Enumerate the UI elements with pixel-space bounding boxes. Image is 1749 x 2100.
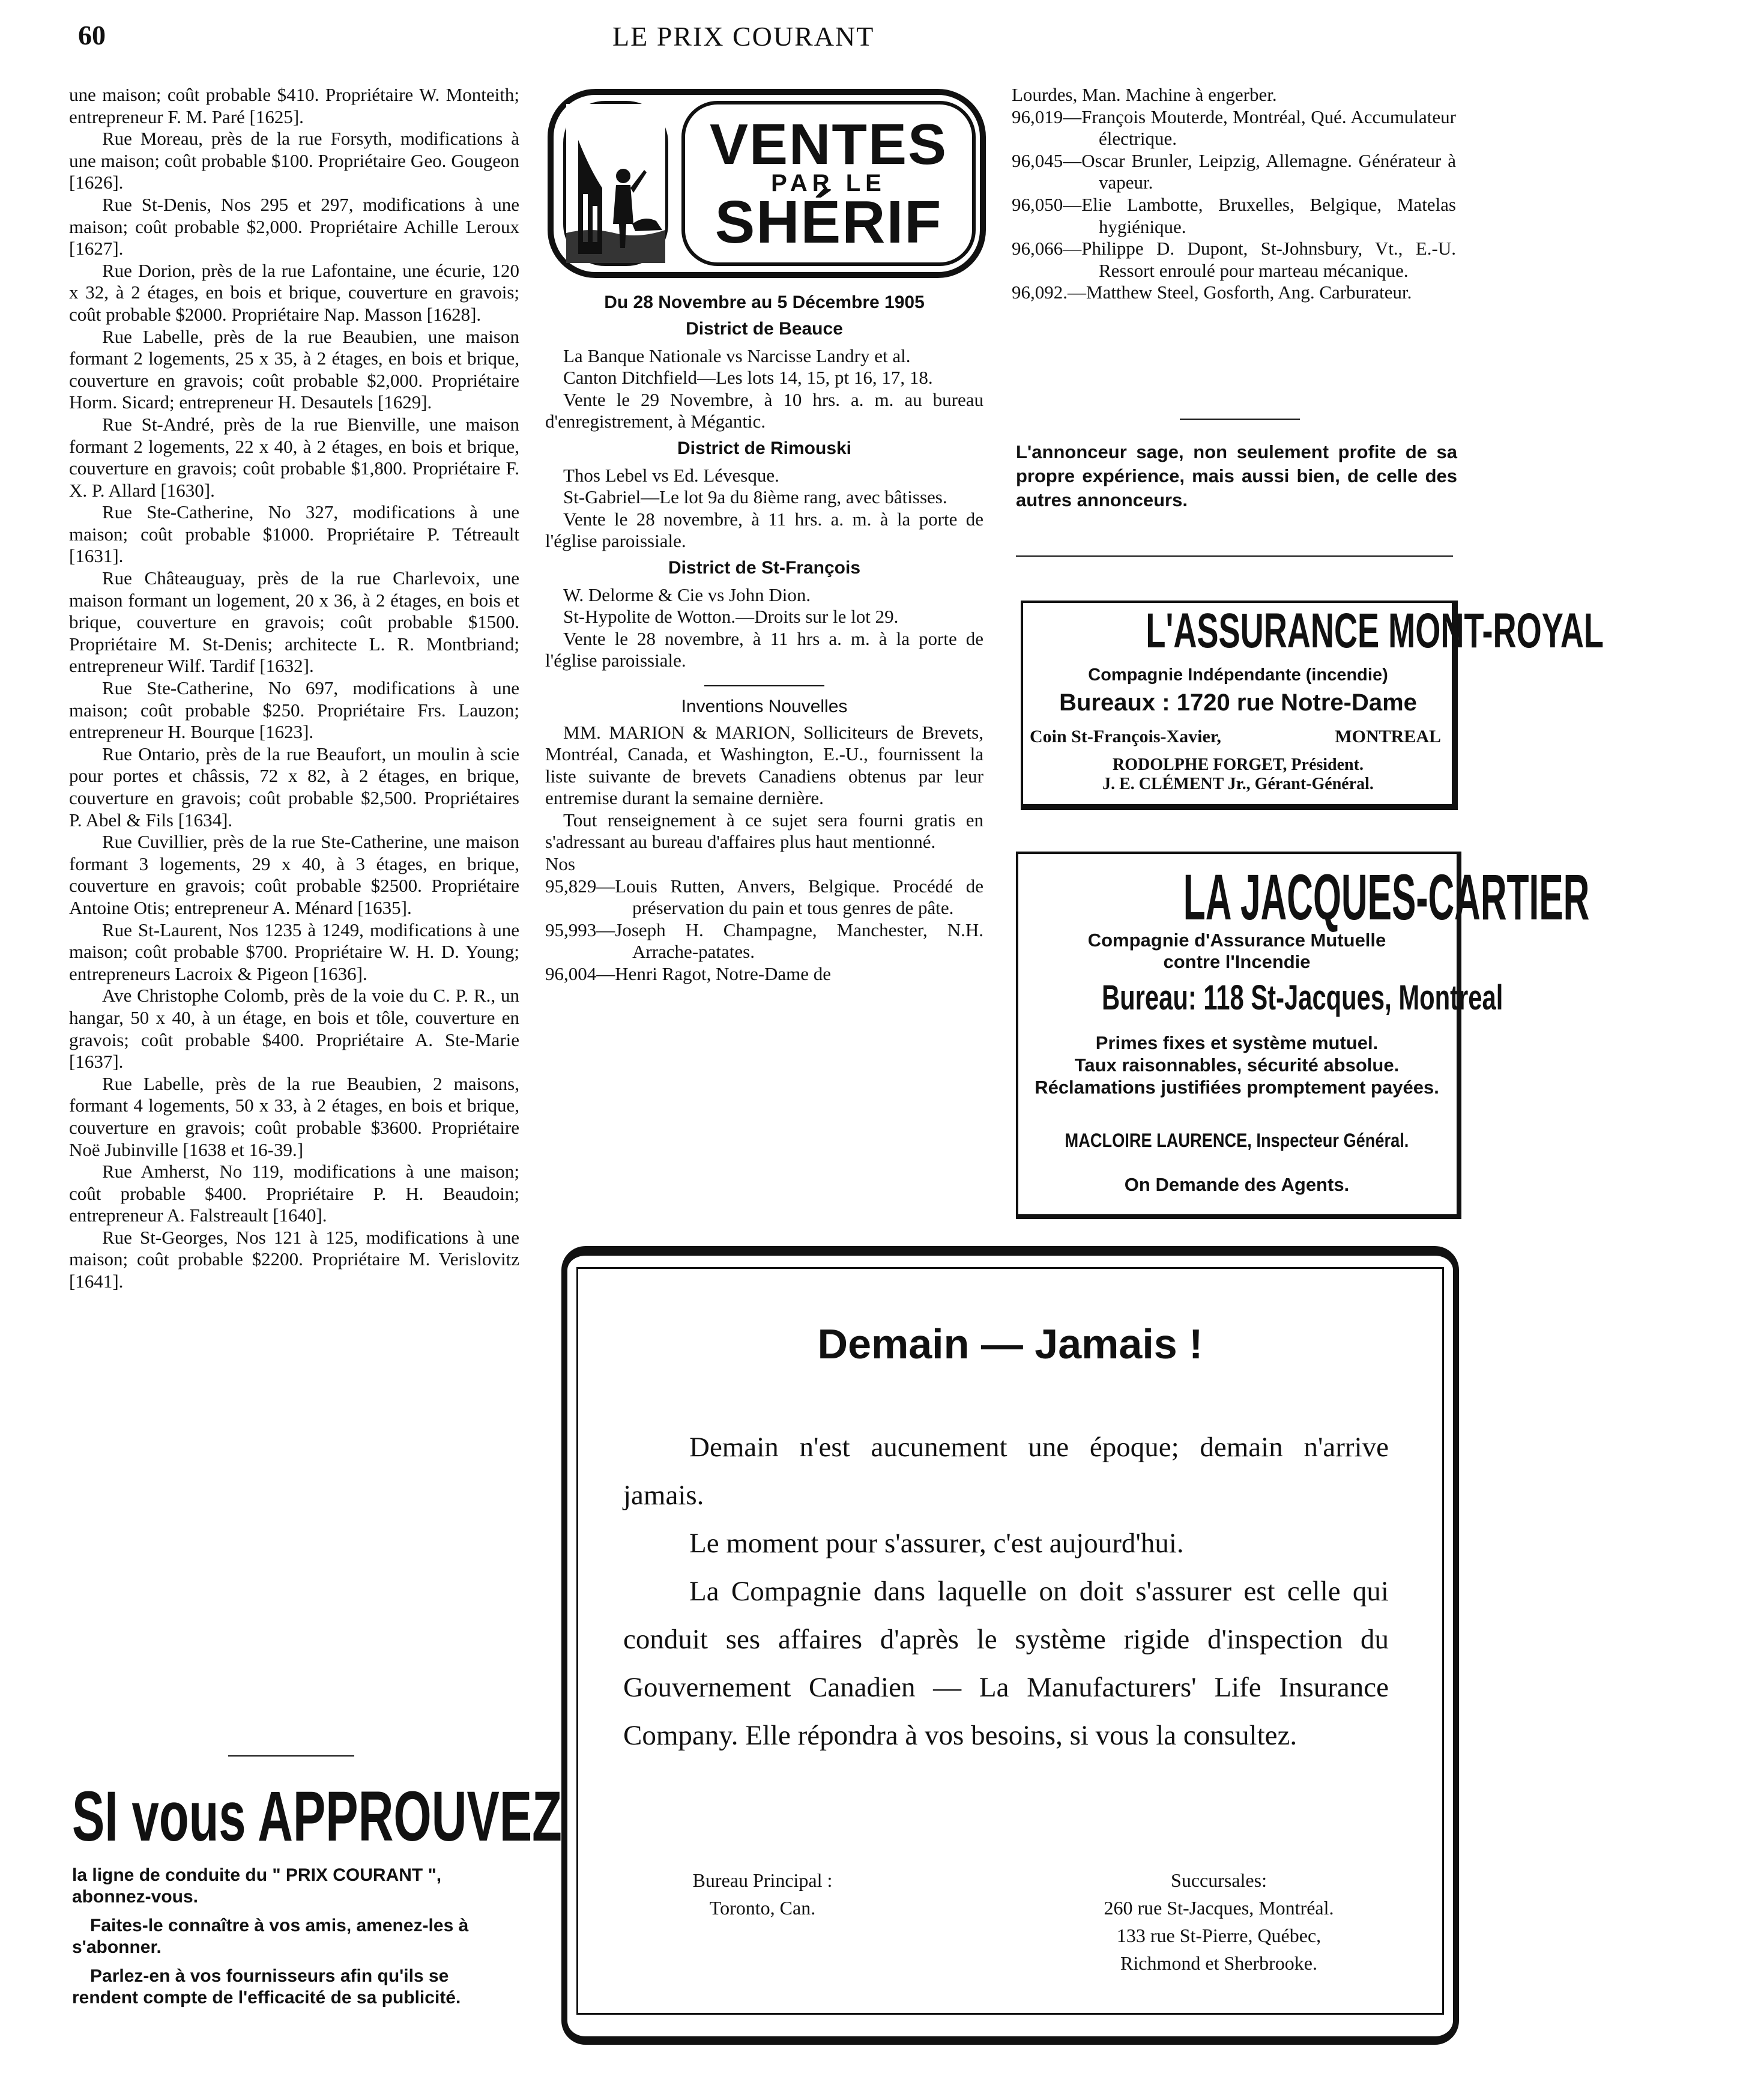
divider xyxy=(704,685,824,686)
manufacturers-branch: 260 rue St-Jacques, Montréal. xyxy=(1104,1897,1334,1919)
mont-royal-subtitle: Compagnie Indépendante (incendie) xyxy=(1088,665,1388,685)
inventions-intro: MM. MARION & MARION, Solliciteurs de Brevets, Montréal, Canada, et Washington, E.-U., fournissent la liste suivante de brevets Canadiens obtenus par leur entremise durant la semaine dernière. xyxy=(545,721,983,809)
manufacturers-bureau-city: Toronto, Can. xyxy=(709,1897,816,1919)
sheriff-illustration xyxy=(563,101,668,266)
manufacturers-branch: 133 rue St-Pierre, Québec, xyxy=(1116,1925,1322,1946)
jacques-cartier-bureau-wrap xyxy=(1024,978,1503,1021)
permit-entry: une maison; coût probable $410. Propriétaire W. Monteith; entrepreneur F. M. Paré [1625]. xyxy=(69,84,519,127)
approuvez-headline: SI vous APPROUVEZ xyxy=(72,1777,562,1856)
mont-royal-title-wrap xyxy=(1028,604,1604,658)
permit-entry: Rue Moreau, près de la rue Forsyth, modifications à une maison; coût probable $100. Propriétaire Geo. Gougeon [1626]. xyxy=(69,128,519,193)
ventes-line2: PAR LE xyxy=(771,169,886,196)
mont-royal-corner-row xyxy=(1030,727,1441,747)
patent-entry: 96,045—Oscar Brunler, Leipzig, Allemagne. Générateur à vapeur. xyxy=(1012,150,1456,193)
sales-date-range: Du 28 Novembre au 5 Décembre 1905 xyxy=(604,292,925,312)
permit-entry: Rue Amherst, No 119, modifications à une maison; coût probable $400. Propriétaire P. H. Beaudoin; entrepreneur A. Falstreault [1640]. xyxy=(69,1161,519,1226)
sale-entry: St-Gabriel—Le lot 9a du 8ième rang, avec bâtisses. xyxy=(563,486,947,508)
mont-royal-bureaux-label: Bureaux : xyxy=(1059,689,1170,716)
patent-nos-label: Nos xyxy=(545,853,575,875)
permit-entry: Rue Labelle, près de la rue Beaubien, une maison formant 2 logements, 25 x 35, à 2 étages, en bois et brique, couverture en gravois; coût probable $2,000. Propriétaire Horm. Sicard; entrepreneur H. Desautels [1629]. xyxy=(69,325,519,413)
permit-entry: Rue Ste-Catherine, No 327, modifications à une maison; coût probable $1000. Propriétaire P. Tétreault [1631]. xyxy=(69,501,519,567)
sale-entry: Thos Lebel vs Ed. Lévesque. xyxy=(563,464,779,486)
jacques-cartier-bureau: Bureau: 118 St-Jacques, Montreal xyxy=(1101,978,1503,1017)
inventions-heading: Inventions Nouvelles xyxy=(681,696,848,716)
mont-royal-corner: Coin St-François-Xavier, xyxy=(1030,727,1221,746)
jacques-cartier-line1: Primes fixes et système mutuel. xyxy=(1095,1032,1379,1053)
inventions-intro: Tout renseignement à ce sujet sera fourni gratis en s'adressant au bureau d'affaires plus haut mentionné. xyxy=(545,809,983,853)
patent-entry: 96,004—Henri Ragot, Notre-Dame de xyxy=(545,963,832,985)
patents-continued-column xyxy=(1012,84,1456,304)
permit-entry: Rue St-Laurent, Nos 1235 à 1249, modifications à une maison; coût probable $700. Propriétaire W. H. D. Young; entrepreneurs Lacroix & Pigeon [1636]. xyxy=(69,919,519,984)
sale-entry: W. Delorme & Cie vs John Dion. xyxy=(563,584,811,605)
annonceur-note: L'annonceur sage, non seulement profite de sa propre expérience, mais aussi bien, de celle des autres annonceurs. xyxy=(1016,441,1457,510)
mont-royal-president: RODOLPHE FORGET, Président. xyxy=(1113,755,1364,774)
divider xyxy=(228,1755,354,1757)
patent-entry: 95,829—Louis Rutten, Anvers, Belgique. Procédé de préservation du pain et tous genres de pâte. xyxy=(545,875,983,919)
manufacturers-succursales-label: Succursales: xyxy=(1171,1869,1267,1891)
approuvez-line: Parlez-en à vos fournisseurs afin qu'ils se rendent compte de l'efficacité de sa publicité. xyxy=(72,1966,461,2008)
ventes-banner xyxy=(681,101,976,266)
jacques-cartier-line3: Réclamations justifiées promptement payées. xyxy=(1035,1077,1439,1098)
mont-royal-city: MONTREAL xyxy=(1335,727,1441,746)
manufacturers-body xyxy=(623,1423,1389,1760)
patent-entry: 96,092.—Matthew Steel, Gosforth, Ang. Carburateur. xyxy=(1012,282,1412,303)
manufacturers-branch: Richmond et Sherbrooke. xyxy=(1120,1952,1317,1974)
manufacturers-bureau-label: Bureau Principal : xyxy=(692,1869,833,1891)
district-heading: District de Rimouski xyxy=(677,438,852,458)
permit-entry: Rue St-André, près de la rue Bienville, une maison formant 2 logements, 22 x 40, à 2 étages, en bois et brique, couverture en gravois; coût probable $1,800. Propriétaire F. X. P. Allard [1630]. xyxy=(69,413,519,501)
district-heading: District de Beauce xyxy=(686,319,843,339)
jacques-cartier-title: LA JACQUES-CARTIER xyxy=(1183,861,1590,933)
sale-entry: St-Hypolite de Wotton.—Droits sur le lot 29. xyxy=(563,606,899,628)
jacques-cartier-agents: On Demande des Agents. xyxy=(1124,1174,1350,1195)
divider xyxy=(1180,419,1300,420)
jacques-cartier-inspector-wrap xyxy=(1024,1129,1450,1153)
mont-royal-bureaux-address: 1720 rue Notre-Dame xyxy=(1176,689,1417,716)
permit-entry: Rue Labelle, près de la rue Beaubien, 2 maisons, formant 4 logements, 50 x 33, à 2 étages, en bois et brique, couverture en gravois; coût probable $3600. Propriétaire Noë Jubinville [1638 et 16-39.] xyxy=(69,1073,519,1160)
ventes-line1: VENTES xyxy=(709,112,948,177)
patent-entry: Lourdes, Man. Machine à engerber. xyxy=(1012,84,1277,105)
district-heading: District de St-François xyxy=(668,557,861,578)
sale-entry: La Banque Nationale vs Narcisse Landry et al. xyxy=(563,345,911,366)
permit-entry: Rue St-Denis, Nos 295 et 297, modifications à une maison; coût probable $2,000. Propriétaire Achille Leroux [1627]. xyxy=(69,193,519,259)
sheriff-sales-column xyxy=(545,318,983,985)
manufacturers-title: Demain — Jamais ! xyxy=(817,1321,1203,1367)
sale-entry: Vente le 28 novembre, à 11 hrs a. m. à la porte de l'église paroissiale. xyxy=(545,628,983,671)
permit-entry: Rue Ste-Catherine, No 697, modifications à une maison; coût probable $250. Propriétaire Frs. Lauzon; entrepreneur H. Bourque [1623]. xyxy=(69,677,519,743)
manufacturers-paragraph: Demain n'est aucunement une époque; demain n'arrive jamais. xyxy=(623,1432,1389,1511)
manufacturers-branches xyxy=(1063,1866,1375,1977)
approuvez-text xyxy=(72,1865,519,2009)
permit-entry: Ave Christophe Colomb, près de la voie du C. P. R., un hangar, 50 x 40, à un étage, en bois et tôle, couverture en gravois; coût probable $400. Propriétaire A. Ste-Marie [1637]. xyxy=(69,985,519,1073)
permit-entry: Rue Dorion, près de la rue Lafontaine, une écurie, 120 x 32, à 2 étages, en bois et brique, couverture en gravois; coût probable $2000. Propriétaire Nap. Masson [1628]. xyxy=(69,259,519,325)
patent-entry: 96,050—Elie Lambotte, Bruxelles, Belgique, Matelas hygiénique. xyxy=(1012,193,1456,237)
approuvez-line: Faites-le connaître à vos amis, amenez-les à s'abonner. xyxy=(72,1916,469,1957)
sale-entry: Vente le 28 novembre, à 11 hrs. a. m. à la porte de l'église paroissiale. xyxy=(545,508,983,552)
divider xyxy=(1016,555,1453,557)
approuvez-line: la ligne de conduite du " PRIX COURANT ", abonnez-vous. xyxy=(72,1865,442,1907)
jacques-cartier-subtitle2: contre l'Incendie xyxy=(1163,951,1311,972)
jacques-cartier-inspector: MACLOIRE LAURENCE, Inspecteur Général. xyxy=(1065,1130,1409,1151)
sale-entry: Vente le 29 Novembre, à 10 hrs. a. m. au bureau d'enregistrement, à Mégantic. xyxy=(545,389,983,432)
approuvez-headline-wrap xyxy=(72,1777,562,1856)
sale-entry: Canton Ditchfield—Les lots 14, 15, pt 16, 17, 18. xyxy=(563,367,933,389)
patent-entry: 95,993—Joseph H. Champagne, Manchester, N.H. Arrache-patates. xyxy=(545,919,983,963)
patent-entry: 96,019—François Mouterde, Montréal, Qué. Accumulateur électrique. xyxy=(1012,106,1456,150)
mont-royal-bureaux xyxy=(1028,689,1448,716)
jacques-cartier-features xyxy=(1024,1032,1450,1098)
jacques-cartier-subtitle xyxy=(1024,930,1450,973)
permit-entry: Rue Ontario, près de la rue Beaufort, un moulin à scie pour portes et châssis, 72 x 82, à 2 étages, en brique, couverture en gravois; coût probable $2,500. Propriétaires P. Abel & Fils [1634]. xyxy=(69,743,519,831)
jacques-cartier-line2: Taux raisonnables, sécurité absolue. xyxy=(1074,1055,1400,1076)
page-header-title: LE PRIX COURANT xyxy=(612,21,875,52)
jacques-cartier-title-wrap xyxy=(1024,861,1590,933)
building-permits-column xyxy=(69,84,519,1293)
mont-royal-officers xyxy=(1028,755,1448,794)
jacques-cartier-subtitle1: Compagnie d'Assurance Mutuelle xyxy=(1087,930,1386,951)
permit-entry: Rue Cuvillier, près de la rue Ste-Catherine, une maison formant 3 logements, 29 x 40, à 3 étages, en brique, couverture en gravois; coût probable $2500. Propriétaire Antoine Otis; entrepreneur A. Ménard [1635]. xyxy=(69,831,519,918)
manufacturers-paragraph: Le moment pour s'assurer, c'est aujourd'hui. xyxy=(689,1528,1184,1559)
mont-royal-title: L'ASSURANCE MONT-ROYAL xyxy=(1146,604,1604,658)
sheriff-figure-icon xyxy=(566,104,665,263)
permit-entry: Rue Châteauguay, près de la rue Charlevoix, une maison formant un logement, 20 x 36, à 2 étages, en bois et brique, couverture en gravois; coût probable $1500. Propriétaire M. St-Denis; architecte L. R. Montbriand; entrepreneur Wilf. Tardif [1632]. xyxy=(69,567,519,677)
mont-royal-gerant: J. E. CLÉMENT Jr., Gérant-Général. xyxy=(1102,775,1374,793)
manufacturers-head-office xyxy=(648,1866,877,1922)
ventes-line3: SHÉRIF xyxy=(714,188,943,256)
page-number: 60 xyxy=(78,20,106,50)
permit-entry: Rue St-Georges, Nos 121 à 125, modifications à une maison; coût probable $2200. Propriétaire M. Verislovitz [1641]. xyxy=(69,1226,519,1292)
manufacturers-paragraph: La Compagnie dans laquelle on doit s'assurer est celle qui conduit ses affaires d'après le système rigide d'inspection du Gouvernement Canadien — La Manufacturers' Life Insurance Company. Elle répondra à vos besoins, si vous la consultez. xyxy=(623,1576,1389,1751)
patent-entry: 96,066—Philippe D. Dupont, St-Johnsbury, Vt., E.-U. Ressort enroulé pour marteau mécanique. xyxy=(1012,238,1456,281)
